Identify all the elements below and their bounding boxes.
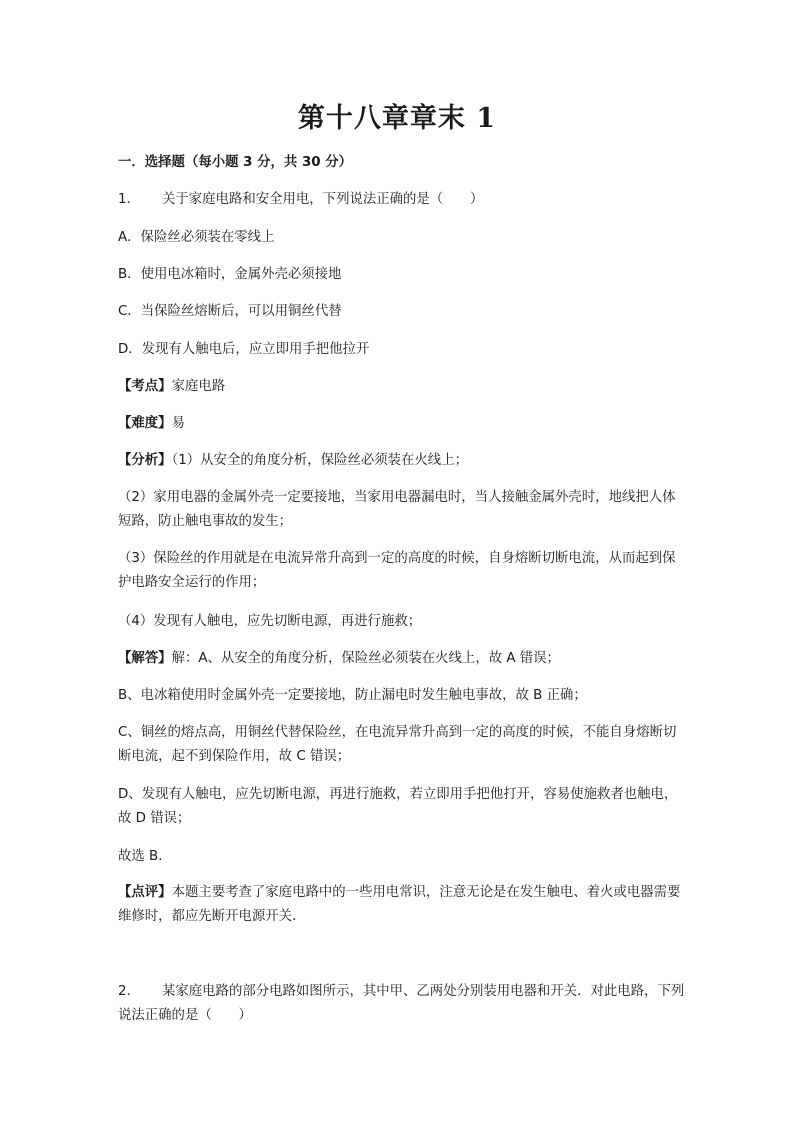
jieda-line-1 xyxy=(118,647,688,671)
kaodian-line xyxy=(118,375,688,399)
question-1-stem xyxy=(118,188,688,212)
fenxi-text: （1）从安全的角度分析，保险丝必须装在火线上； xyxy=(171,453,468,468)
option-b: B．使用电冰箱时，金属外壳必须接地 xyxy=(118,267,342,282)
jieda-line-3: C、铜丝的熔点高，用铜丝代替保险丝，在电流异常升高到一定的高度的时候，不能自身熔断切断电流，起不到保险作用，故 C 错误； xyxy=(118,725,677,764)
question-number: 2． xyxy=(118,984,140,999)
nandu-tag: 【难度】 xyxy=(118,416,172,431)
dianping-text: 本题主要考查了家庭电路中的一些用电常识，注意无论是在发生触电、着火或电器需要维修时，都应先断开电源开关． xyxy=(118,885,681,924)
jieda-tag: 【解答】 xyxy=(118,651,172,666)
fenxi-line-4: （4）发现有人触电，应先切断电源，再进行施救； xyxy=(118,614,422,629)
question-number: 1． xyxy=(118,192,140,207)
nandu-text: 易 xyxy=(171,416,185,431)
nandu-line xyxy=(118,412,688,436)
dianping-tag: 【点评】 xyxy=(118,885,172,900)
kaodian-tag: 【考点】 xyxy=(118,379,172,394)
page-title: 第十八章章末 1 xyxy=(297,103,497,134)
section-heading: 一．选择题（每小题 3 分，共 30 分） xyxy=(118,155,353,170)
question-text: 关于家庭电路和安全用电，下列说法正确的是（ ） xyxy=(162,192,484,207)
option-d: D．发现有人触电后，应立即用手把他拉开 xyxy=(118,342,370,357)
question-2-stem xyxy=(118,980,688,1028)
jieda-text: 解：A、从安全的角度分析，保险丝必须装在火线上，故 A 错误； xyxy=(171,651,560,666)
answer-line: 故选 B． xyxy=(118,849,172,864)
fenxi-line-2: （2）家用电器的金属外壳一定要接地，当家用电器漏电时，当人接触金属外壳时，地线把人体短路，防止触电事故的发生； xyxy=(118,490,676,529)
jieda-line-2: B、电冰箱使用时金属外壳一定要接地，防止漏电时发生触电事故，故 B 正确； xyxy=(118,688,587,703)
option-c: C．当保险丝熔断后，可以用铜丝代替 xyxy=(118,304,342,319)
fenxi-line-1 xyxy=(118,449,688,473)
fenxi-tag: 【分析】 xyxy=(118,453,172,468)
dianping-line xyxy=(118,881,688,929)
fenxi-line-3: （3）保险丝的作用就是在电流异常升高到一定的高度的时候，自身熔断切断电流，从而起到保护电路安全运行的作用； xyxy=(118,551,676,590)
option-a: A．保险丝必须装在零线上 xyxy=(118,230,275,245)
jieda-line-4: D、发现有人触电，应先切断电源，再进行施救，若立即用手把他打开，容易使施救者也触电，故 D 错误； xyxy=(118,787,678,826)
question-text: 某家庭电路的部分电路如图所示，其中甲、乙两处分别装用电器和开关．对此电路，下列说法正确的是（ ） xyxy=(118,984,685,1023)
kaodian-text: 家庭电路 xyxy=(171,379,226,394)
